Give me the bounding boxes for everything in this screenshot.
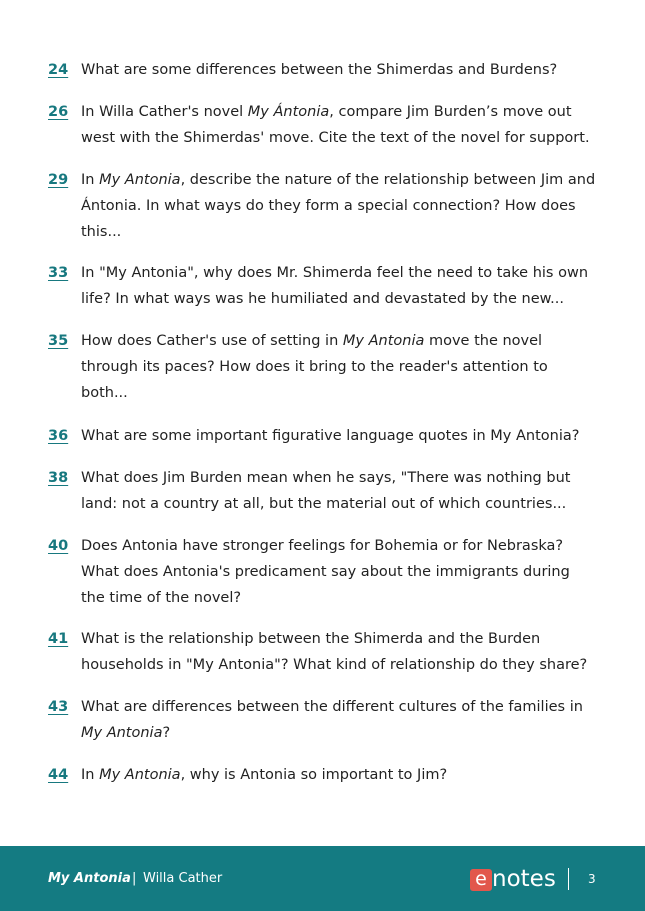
question-text [81,260,611,312]
question-number-link[interactable]: 33 [48,265,69,281]
question-number-link[interactable]: 38 [48,470,69,486]
enotes-logo-e-icon: e [470,869,492,891]
question-number-link[interactable]: 24 [48,62,69,78]
question-number-link[interactable]: 35 [48,333,69,349]
question-text-segment: What are some differences between the Shimerdas and Burdens? [81,62,558,78]
question-number-link[interactable]: 44 [48,767,69,783]
footer-divider [568,868,569,890]
question-text-segment: In "My Antonia", why does Mr. Shimerda feel the need to take his own life? In what ways was he humiliated and devastated by the new... [81,265,589,307]
question-number-link[interactable]: 36 [48,428,69,444]
question-text-segment: What does Jim Burden mean when he says, "There was nothing but land: not a country at all, but the material out of which countries... [81,470,571,512]
question-text-segment: Does Antonia have stronger feelings for Bohemia or for Nebraska? What does Antonia's predicament say about the immigrants during the time of the novel? [81,538,570,606]
question-text-segment: , why is Antonia so important to Jim? [180,767,448,783]
question-text [81,423,611,449]
question-text-segment: In [81,172,100,188]
question-text-italic: My Ántonia [247,104,330,120]
question-text-segment: What is the relationship between the Shimerda and the Burden households in "My Antonia"? What kind of relationship do they share? [81,631,588,673]
question-text [81,626,611,678]
question-number-link[interactable]: 29 [48,172,69,188]
question-text-segment: What are some important figurative language quotes in My Antonia? [81,428,580,444]
question-text [81,57,611,83]
question-text [81,533,611,611]
footer-author: Willa Cather [143,871,223,886]
footer-bar [0,846,645,911]
question-number-link[interactable]: 43 [48,699,69,715]
question-number-link[interactable]: 26 [48,104,69,120]
page-number: 3 [588,872,596,886]
question-text [81,694,611,746]
question-text [81,167,611,245]
question-text-italic: My Antonia [81,725,163,741]
question-text [81,99,611,151]
question-text-segment: , describe the nature of the relationship between Jim and Ántonia. In what ways do they form a special connection? How does this... [81,172,596,240]
question-text-segment: How does Cather's use of setting in [81,333,343,349]
question-text-segment: In Willa Cather's novel [81,104,248,120]
question-text-segment: move the novel through its paces? How does it bring to the reader's attention to both... [81,333,548,401]
footer-book-title: My Antonia [48,871,131,886]
question-text-italic: My Antonia [99,172,181,188]
enotes-logo-text: notes [492,866,556,892]
question-text-italic: My Antonia [342,333,425,349]
footer-separator: | [132,871,137,886]
question-text [81,762,611,788]
question-text-segment: What are differences between the different cultures of the families in [81,699,583,715]
question-text [81,328,611,406]
question-number-link[interactable]: 40 [48,538,69,554]
question-text-segment: In [81,767,100,783]
question-text-segment: ? [162,725,171,741]
question-text-segment: , compare Jim Burden’s move out west with the Shimerdas' move. Cite the text of the novel for support. [81,104,590,146]
question-text-italic: My Antonia [99,767,181,783]
question-text [81,465,611,517]
question-number-link[interactable]: 41 [48,631,69,647]
